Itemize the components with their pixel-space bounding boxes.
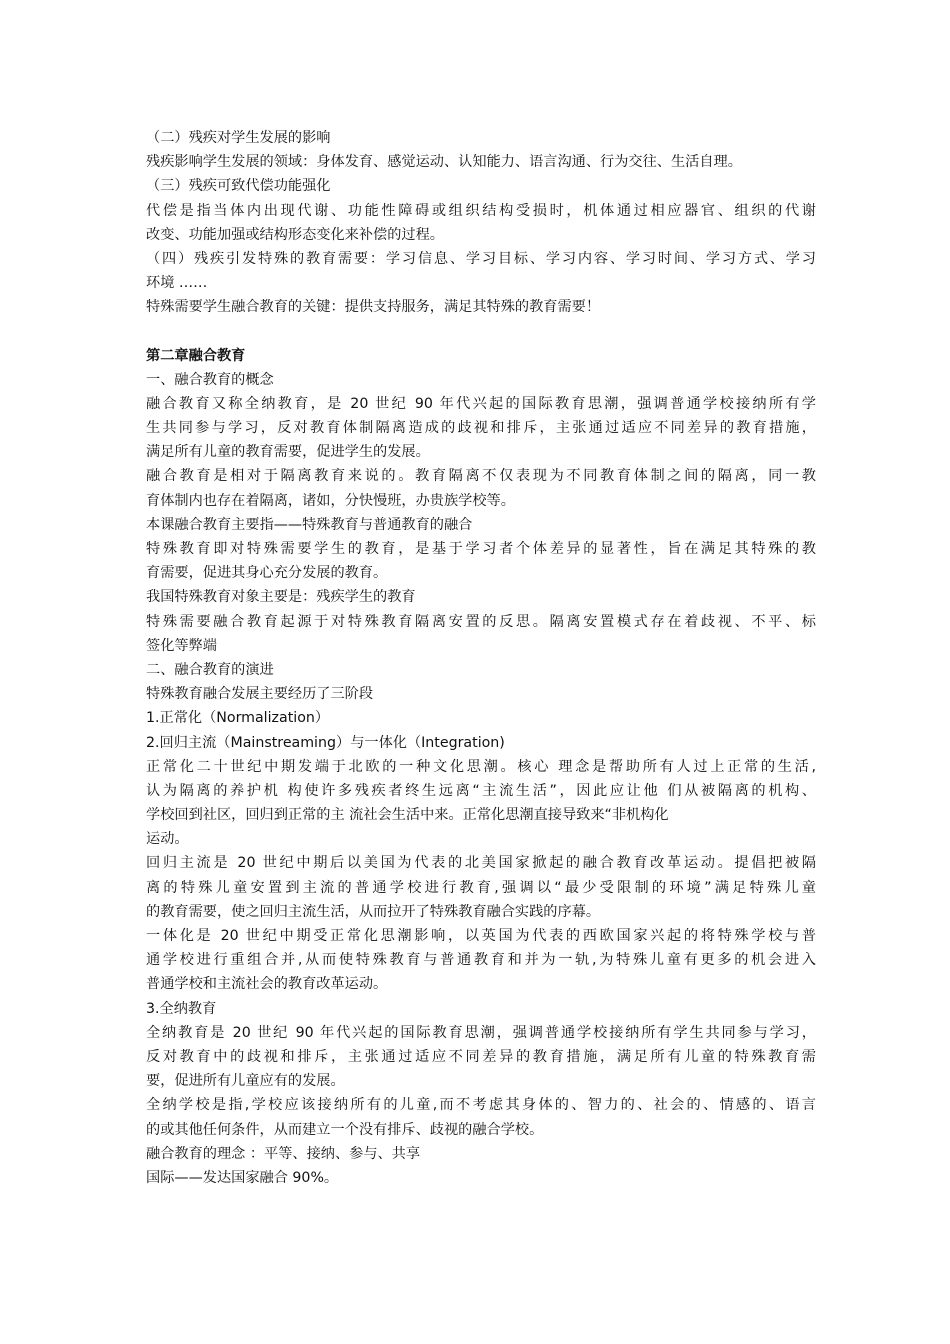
paragraph-line: 通学校进行重组合并,从而使特殊教育与普通教育和并为一轨,为特殊儿童有更多的机会进入: [146, 952, 816, 969]
paragraph-line: 特殊教育融合发展主要经历了三阶段: [146, 686, 374, 703]
section-heading: （四）残疾引发特殊的教育需要：学习信息、学习目标、学习内容、学习时间、学习方式、学习: [146, 250, 816, 267]
list-item: 2.回归主流（Mainstreaming）与一体化（Integration): [146, 734, 505, 751]
list-item: 3.全纳教育: [146, 1000, 217, 1017]
list-item: 1.正常化（Normalization）: [146, 710, 330, 727]
blank-line: [146, 320, 816, 344]
section-heading: （二）残疾对学生发展的影响: [146, 130, 331, 146]
paragraph-line: 国际——发达国家融合 90%。: [146, 1169, 339, 1186]
paragraph-line: 改变、功能加强或结构形态变化来补偿的过程。: [146, 226, 444, 243]
paragraph-line: 融合教育的理念 ：平等、接纳、参与、共享: [146, 1145, 421, 1162]
paragraph-line: 特殊需要融合教育起源于对特殊教育隔离安置的反思。隔离安置模式存在着歧视、不平、标: [146, 613, 816, 630]
paragraph-line: 要，促进所有儿童应有的发展。: [146, 1073, 345, 1090]
paragraph-line: 残疾影响学生发展的领域：身体发育、感觉运动、认知能力、语言沟通、行为交往、生活自理。: [146, 154, 742, 171]
paragraph-line: 的或其他任何条件，从而建立一个没有排斥、歧视的融合学校。: [146, 1121, 544, 1138]
paragraph-line: 全纳学校是指,学校应该接纳所有的儿童,而不考虑其身体的、智力的、社会的、情感的、语言: [146, 1097, 816, 1114]
paragraph-line: 正常化二十世纪中期发端于北欧的一种文化思潮。核心 理念是帮助所有人过上正常的生活,: [146, 758, 816, 775]
section-heading: 二、融合教育的演进: [146, 661, 274, 678]
section-heading: （三）残疾可致代偿功能强化: [146, 178, 331, 195]
paragraph-line: 全纳教育是 20 世纪 90 年代兴起的国际教育思潮，强调普通学校接纳所有学生共同参与学习，: [146, 1024, 816, 1041]
paragraph-line: 育体制内也存在着隔离，诸如，分快慢班，办贵族学校等。: [146, 492, 515, 509]
paragraph-line: 环境 ……: [146, 275, 208, 292]
section-heading: 一、融合教育的概念: [146, 371, 274, 388]
chapter-title: 第二章融合教育: [146, 347, 246, 364]
paragraph-line: 满足所有儿童的教育需要，促进学生的发展。: [146, 444, 430, 461]
paragraph-line: 特殊教育即对特殊需要学生的教育，是基于学习者个体差异的显著性，旨在满足其特殊的教: [146, 541, 816, 557]
paragraph-line: 反对教育中的歧视和排斥，主张通过适应不同差异的教育措施，满足所有儿童的特殊教育需: [146, 1048, 816, 1065]
paragraph-line: 运动。: [146, 831, 189, 848]
paragraph-line: 回归主流是 20 世纪中期后以美国为代表的北美国家掀起的融合教育改革运动。提倡把被隔: [146, 855, 816, 872]
paragraph-line: 签化等弊端: [146, 637, 217, 654]
paragraph-line: 学校回到社区，回归到正常的主 流社会生活中来。正常化思潮直接导致来“非机构化: [146, 807, 669, 824]
paragraph-line: 的教育需要，使之回归主流生活，从而拉开了特殊教育融合实践的序幕。: [146, 903, 601, 920]
paragraph-line: 离的特殊儿童安置到主流的普通学校进行教育,强调以“最少受限制的环境”满足特殊儿童: [146, 879, 816, 896]
paragraph-line: 我国特殊教育对象主要是：残疾学生的教育: [146, 589, 416, 606]
paragraph-line: 认为隔离的养护机 构使许多残疾者终生远离“主流生活”，因此应让他 们从被隔离的机构、: [146, 782, 816, 799]
paragraph-line: 本课融合教育主要指——特殊教育与普通教育的融合: [146, 516, 473, 533]
paragraph-line: 特殊需要学生融合教育的关键：提供支持服务，满足其特殊的教育需要！: [146, 299, 601, 316]
paragraph-line: 代偿是指当体内出现代谢、功能性障碍或组织结构受损时，机体通过相应器官、组织的代谢: [146, 202, 816, 219]
paragraph-line: 普通学校和主流社会的教育改革运动。: [146, 976, 388, 993]
paragraph-line: 生共同参与学习，反对教育体制隔离造成的歧视和排斥，主张通过适应不同差异的教育措施，: [146, 420, 816, 437]
paragraph-line: 一体化是 20 世纪中期受正常化思潮影响，以英国为代表的西欧国家兴起的将特殊学校与普: [146, 928, 816, 944]
paragraph-line: 育需要，促进其身心充分发展的教育。: [146, 565, 388, 582]
document-page: [146, 126, 816, 1190]
paragraph-line: 融合教育又称全纳教育，是 20 世纪 90 年代兴起的国际教育思潮，强调普通学校接纳所有学: [146, 395, 816, 412]
paragraph-line: 融合教育是相对于隔离教育来说的。教育隔离不仅表现为不同教育体制之间的隔离，同一教: [146, 468, 816, 485]
